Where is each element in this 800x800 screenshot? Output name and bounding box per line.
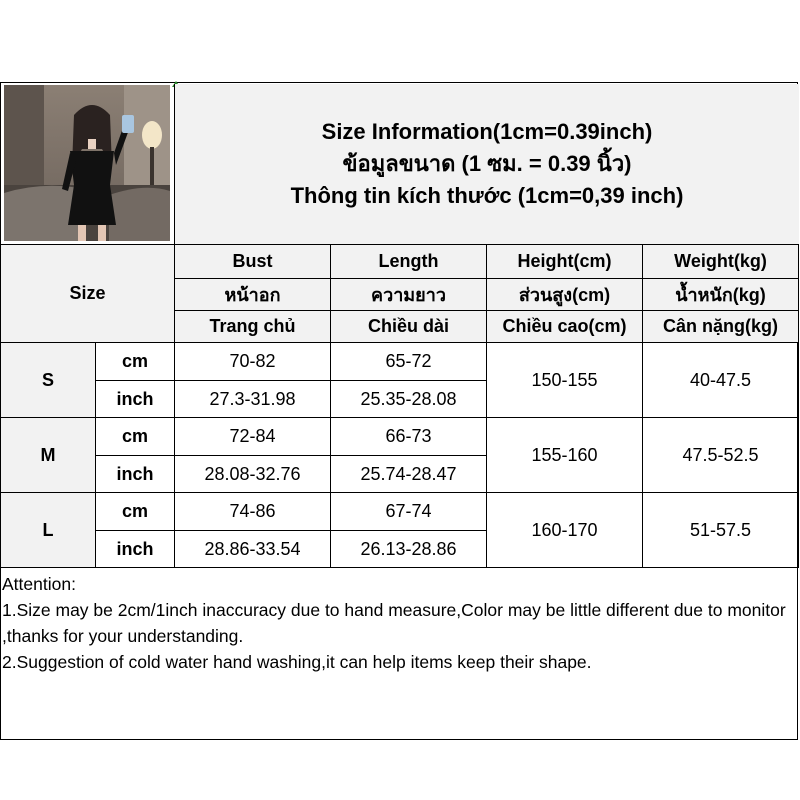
col-weight-en: Weight(kg) [643, 245, 799, 279]
height-value: 150-155 [487, 343, 643, 418]
title-block [174, 84, 799, 244]
size-label-l: L [1, 493, 96, 568]
title-thai: ข้อมูลขนาด (1 ซม. = 0.39 นิ้ว) [342, 151, 632, 176]
unit-cm: cm [96, 493, 175, 531]
unit-inch: inch [96, 381, 175, 418]
height-value: 160-170 [487, 493, 643, 568]
col-weight-vi: Cân nặng(kg) [643, 311, 799, 343]
size-label-s: S [1, 343, 96, 418]
length-inch: 25.35-28.08 [331, 381, 487, 418]
col-weight-th: น้ำหนัก(kg) [643, 279, 799, 311]
notes-heading: Attention: [2, 574, 76, 594]
size-label-m: M [1, 418, 96, 493]
table-row [1, 343, 799, 381]
weight-value: 51-57.5 [643, 493, 799, 568]
bust-cm: 74-86 [175, 493, 331, 531]
unit-cm: cm [96, 418, 175, 456]
col-bust-vi: Trang chủ [175, 311, 331, 343]
length-cm: 65-72 [331, 343, 487, 381]
note-item: 1.Size may be 2cm/1inch inaccuracy due to hand measure,Color may be little different due to monitor ,thanks for your understanding. [2, 600, 786, 646]
unit-cm: cm [96, 343, 175, 381]
title-english: Size Information(1cm=0.39inch) [321, 119, 653, 144]
product-photo [4, 85, 170, 241]
col-length-th: ความยาว [331, 279, 487, 311]
attention-notes [2, 571, 796, 675]
col-bust-th: หน้าอก [175, 279, 331, 311]
col-length-vi: Chiều dài [331, 311, 487, 343]
size-header: Size [1, 245, 175, 343]
unit-inch: inch [96, 531, 175, 568]
weight-value: 47.5-52.5 [643, 418, 799, 493]
table-row [1, 493, 799, 531]
length-cm: 66-73 [331, 418, 487, 456]
unit-inch: inch [96, 456, 175, 493]
col-height-vi: Chiều cao(cm) [487, 311, 643, 343]
size-table [0, 244, 799, 568]
col-bust-en: Bust [175, 245, 331, 279]
header-row-english [1, 245, 799, 279]
table-row [1, 418, 799, 456]
col-height-th: ส่วนสูง(cm) [487, 279, 643, 311]
note-item: 2.Suggestion of cold water hand washing,it can help items keep their shape. [2, 652, 592, 672]
title-vietnamese: Thông tin kích thước (1cm=0,39 inch) [290, 183, 684, 208]
length-cm: 67-74 [331, 493, 487, 531]
bust-cm: 70-82 [175, 343, 331, 381]
col-length-en: Length [331, 245, 487, 279]
length-inch: 26.13-28.86 [331, 531, 487, 568]
height-value: 155-160 [487, 418, 643, 493]
length-inch: 25.74-28.47 [331, 456, 487, 493]
bust-cm: 72-84 [175, 418, 331, 456]
bust-inch: 27.3-31.98 [175, 381, 331, 418]
weight-value: 40-47.5 [643, 343, 799, 418]
col-height-en: Height(cm) [487, 245, 643, 279]
bust-inch: 28.08-32.76 [175, 456, 331, 493]
bust-inch: 28.86-33.54 [175, 531, 331, 568]
